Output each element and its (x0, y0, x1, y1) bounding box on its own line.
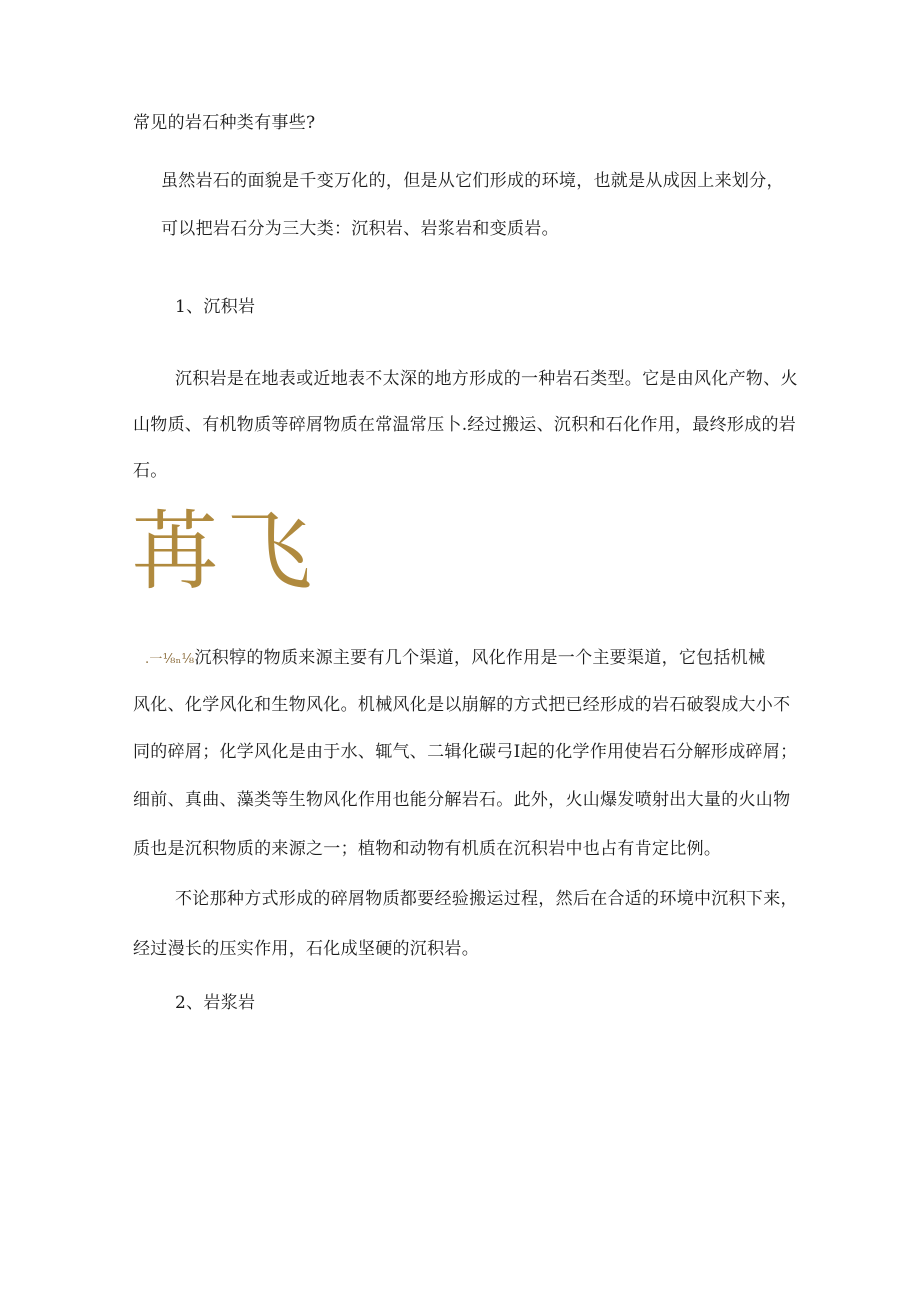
intro-line-1: 虽然岩石的面貌是千变万化的，但是从它们形成的环境，也就是从成因上来划分， (161, 171, 784, 191)
sedimentary-para2-line-1-text: 沉积犉的物质来源主要有几个渠道，风化作用是一个主要渠道，它包括机械 (194, 648, 766, 668)
section-heading-sedimentary: 1、沉积岩 (175, 297, 256, 317)
sedimentary-para2-line-2: 风化、化学风化和生物风化。机械风化是以崩解的方式把已经形成的岩石破裂成大小不 (133, 695, 791, 715)
sedimentary-para3-line-1: 不论那种方式形成的碎屑物质都要经验搬运过程，然后在合适的环境中沉积下来， (175, 889, 798, 909)
section-heading-igneous: 2、岩浆岩 (175, 993, 256, 1013)
sedimentary-para1-line-2: 山物质、有机物质等碎屑物质在常温常压卜.经过搬运、沉积和石化作用，最终形成的岩 (133, 415, 797, 435)
sedimentary-para3-line-2: 经过漫长的压实作用，石化成坚硬的沉积岩。 (133, 939, 479, 959)
sedimentary-para1-line-1: 沉积岩是在地表或近地表不太深的地方形成的一种岩石类型。它是由风化产物、火 (175, 369, 798, 389)
sedimentary-para2-line-3: 同的碎屑；化学风化是由于水、辄气、二辑化碳弓I起的化学作用使岩石分解形成碎屑； (133, 742, 798, 762)
intro-line-2: 可以把岩石分为三大类：沉积岩、岩浆岩和变质岩。 (161, 219, 559, 239)
sedimentary-para2-line-5: 质也是沉积物质的来源之一；植物和动物有机质在沉积岩中也占有肯定比例。 (133, 839, 722, 859)
sedimentary-para2-line-4: 细前、真曲、藻类等生物风化作用也能分解岩石。此外，火山爆发喷射出大量的火山物 (133, 790, 791, 810)
garbled-prefix: .一⅛ₙ⅛ (145, 652, 195, 667)
decorative-calligraphy: 苒飞 (132, 502, 320, 602)
sedimentary-para1-line-3: 石。 (133, 461, 168, 481)
document-title: 常见的岩石种类有事些? (133, 113, 316, 133)
sedimentary-para2-line-1 (145, 646, 765, 672)
